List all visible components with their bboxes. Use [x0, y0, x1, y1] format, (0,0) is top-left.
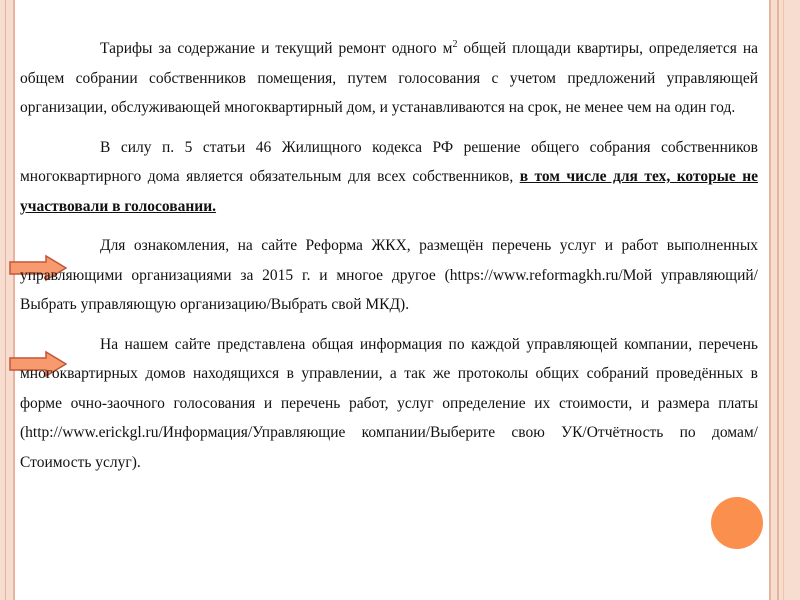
paragraph-tariffs [20, 34, 758, 123]
housing-code-text: В силу п. 5 статьи 46 Жилищного кодекса РФ решение общего собрания собственников многоквартирного дома является обязательным для всех собственников, [20, 138, 758, 185]
superscript-two: 2 [452, 38, 458, 50]
paragraph-housing-code [20, 133, 758, 222]
our-site-text: На нашем сайте представлена общая информация по каждой управляющей компании, перечень многоквартирных домов находящихся в управлении, а так же протоколы общих собраний проведённых в форме очно-заочного голосования и перечень работ, услуг определение их стоимости, и размера платы (http://www.erickgl.ru/Информация/Управляющие компании/Выберите свою УК/Отчётность по домам/Стоимость услуг). [20, 335, 758, 471]
paragraph-reformagkh [20, 231, 758, 320]
circle-decoration [711, 497, 763, 549]
slide-content [20, 34, 758, 487]
emphasis-nonvoters: в том числе для тех, которые не участвовали в голосовании. [20, 168, 759, 215]
tariffs-text-start: Тарифы за содержание и текущий ремонт одного м [100, 40, 453, 57]
tariffs-text-end: общей площади квартиры, определяется на общем собрании собственников помещения, путем голосования с учетом предложений управляющей организации, обслуживающей многоквартирный дом, и устанавливаются на срок, не менее чем на один год. [20, 40, 759, 116]
left-border-decoration [0, 0, 15, 600]
paragraph-our-site [20, 330, 758, 478]
reformagkh-text: Для ознакомления, на сайте Реформа ЖКХ, размещён перечень услуг и работ выполненных управляющими организациями за 2015 г. и многое другое (https://www.reformagkh.ru/Мой управляющий/ Выбрать управляющую организацию/Выбрать свой МКД). [20, 237, 758, 313]
right-border-decoration [769, 0, 800, 600]
